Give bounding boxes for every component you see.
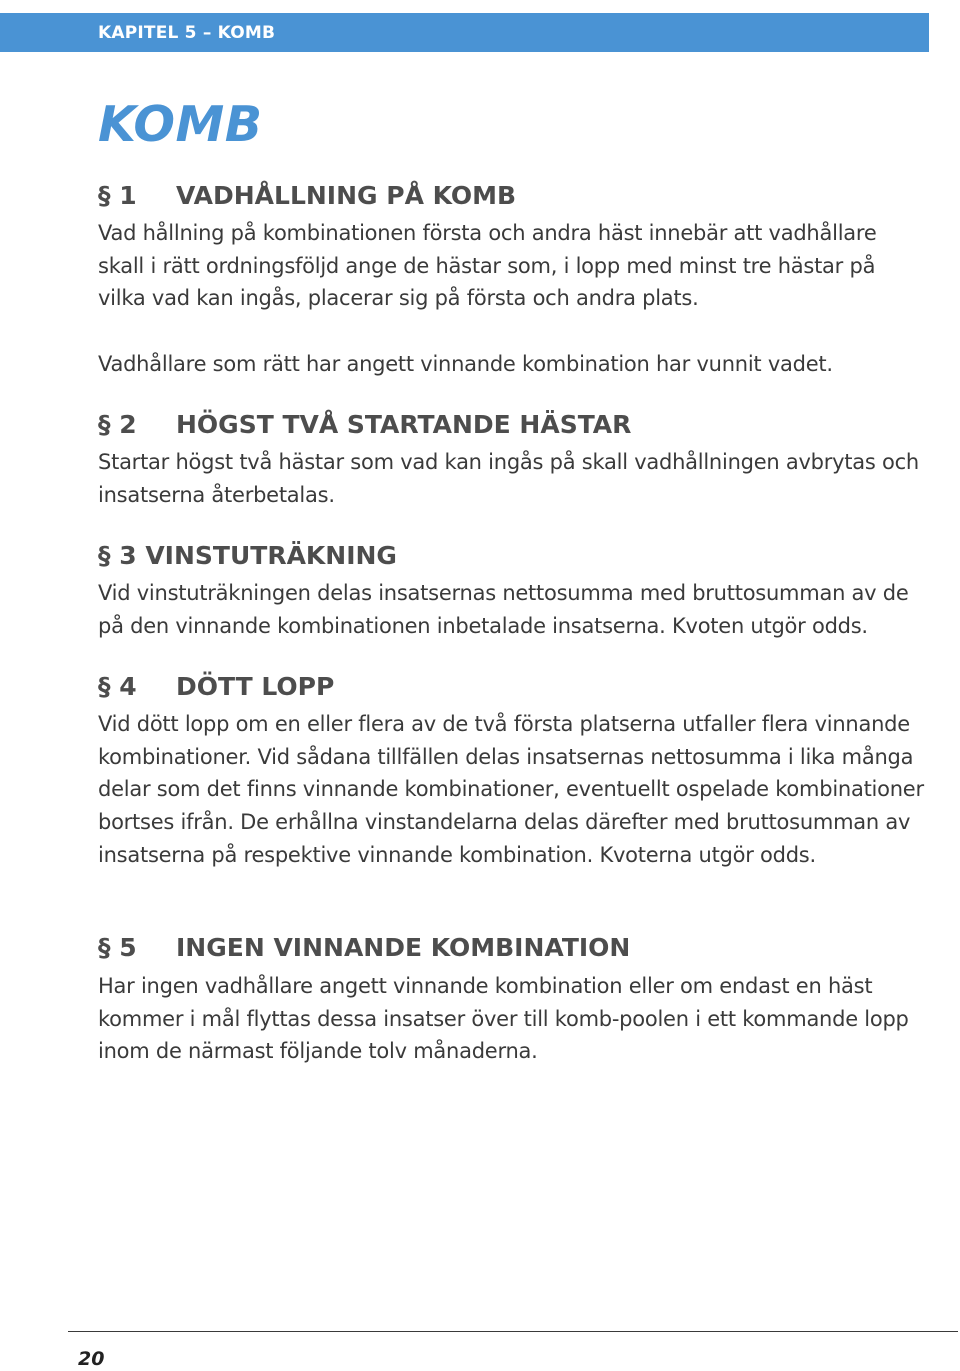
section-number: § 1	[98, 181, 137, 210]
section-1-paragraph-2: Vadhållare som rätt har angett vinnande kombination har vunnit vadet.	[98, 352, 833, 376]
section-2-paragraph-1: Startar högst två hästar som vad kan ingås på skall vadhållningen avbrytas och insatserna återbetalas.	[98, 450, 919, 507]
section-title: DÖTT LOPP	[176, 672, 335, 701]
section-5-paragraph-1: Har ingen vadhållare angett vinnande kombination eller om endast en häst kommer i mål flyttas dessa insatser över till komb-poolen i ett kommande lopp inom de närmast följande tolv månaderna.	[98, 974, 909, 1064]
section-number: § 4	[98, 672, 137, 701]
section-title: INGEN VINNANDE KOMBINATION	[176, 933, 631, 962]
section-4-paragraph-1: Vid dött lopp om en eller flera av de två första platserna utfaller flera vinnande kombinationer. Vid sådana tillfällen delas insatsernas nettosumma i lika många delar som det finns vinnande kombinationer, eventuellt ospelade kombinationer bortses ifrån. De erhållna vinstandelarna delas därefter med bruttosumman av insatserna på respektive vinnande kombination. Kvoterna utgör odds.	[98, 712, 924, 867]
page-number: 20	[78, 1348, 105, 1370]
section-3-paragraph-1: Vid vinstuträkningen delas insatsernas nettosumma med bruttosumman av de på den vinnande kombinationen inbetalade insatserna. Kvoten utgör odds.	[98, 581, 909, 638]
footer-divider	[68, 1331, 958, 1332]
section-number: § 2	[98, 410, 137, 439]
chapter-header-text: KAPITEL 5 – KOMB	[98, 23, 276, 43]
section-3-heading	[98, 540, 397, 572]
section-1-paragraph-1: Vad hållning på kombinationen första och andra häst innebär att vadhållare skall i rätt ordningsföljd ange de hästar som, i lopp med minst tre hästar på vilka vad kan ingås, placerar sig på första och andra plats.	[98, 221, 877, 311]
section-title: VADHÅLLNING PÅ KOMB	[176, 181, 517, 210]
section-number: § 3	[98, 541, 137, 570]
page-title: KOMB	[98, 96, 263, 153]
section-title: HÖGST TVÅ STARTANDE HÄSTAR	[176, 410, 632, 439]
section-title: VINSTUTRÄKNING	[145, 541, 397, 570]
section-number: § 5	[98, 933, 137, 962]
